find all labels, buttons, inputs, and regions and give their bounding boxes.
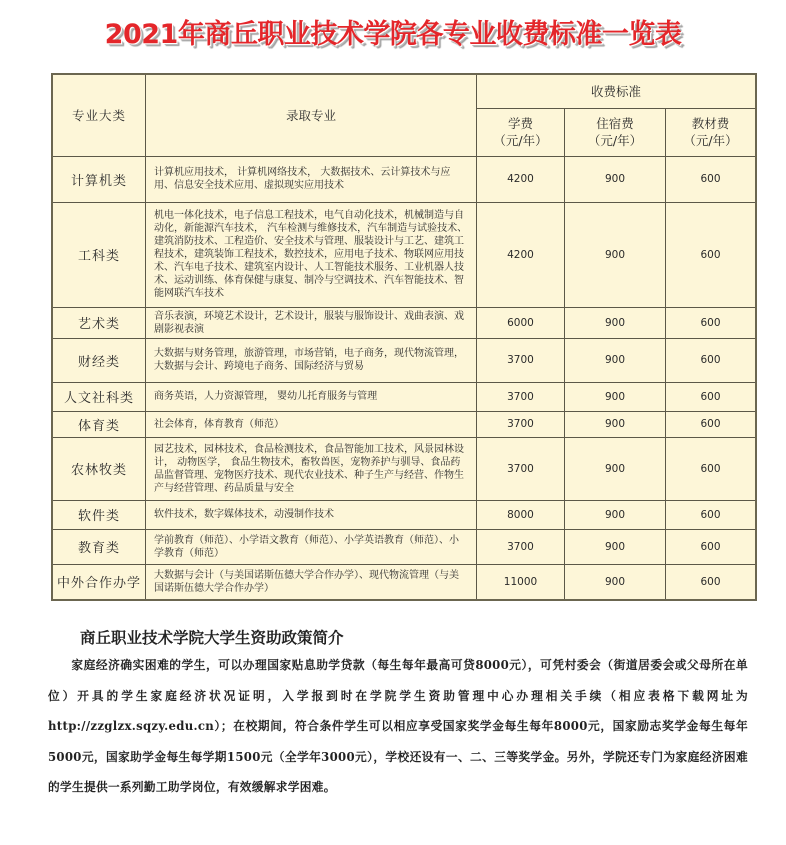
majors-cell: 商务英语，人力资源管理， 婴幼儿托育服务与管理 bbox=[146, 382, 477, 411]
books-cell: 600 bbox=[666, 382, 757, 411]
tuition-cell: 3700 bbox=[477, 529, 565, 564]
table-header-row bbox=[52, 74, 756, 108]
tuition-cell: 6000 bbox=[477, 307, 565, 338]
table-row bbox=[52, 202, 756, 307]
category-cell: 教育类 bbox=[52, 529, 146, 564]
header-books bbox=[666, 108, 757, 156]
tuition-cell: 3700 bbox=[477, 382, 565, 411]
table-row bbox=[52, 382, 756, 411]
policy-body: 家庭经济确实困难的学生，可以办理国家贴息助学贷款（每生每年最高可贷8000元），可凭村委会（街道居委会或父母所在单位）开具的学生家庭经济状况证明，入学报到时在学院学生资助管理中心办理相关手续（相应表格下载网址为http://zzglzx.sqzy.edu.cn）；在校期间，符合条件学生可以相应享受国家奖学金每生每年8000元，国家励志奖学金每生每年5000元，国家助学金每生每学期1500元（全学年3000元），学校还设有一、二、三等奖学金。另外，学院还专门为家庭经济困难的学生提供一系列勤工助学岗位，有效缓解求学困难。 bbox=[48, 658, 748, 794]
table-row bbox=[52, 338, 756, 382]
majors-cell: 大数据与会计（与美国诺斯伍德大学合作办学）、现代物流管理（与美国诺斯伍德大学合作办学） bbox=[146, 564, 477, 600]
category-cell: 软件类 bbox=[52, 500, 146, 529]
category-cell: 计算机类 bbox=[52, 156, 146, 202]
tuition-cell: 4200 bbox=[477, 202, 565, 307]
books-cell: 600 bbox=[666, 338, 757, 382]
header-fee-group: 收费标准 bbox=[477, 74, 757, 108]
policy-title: 商丘职业技术学院大学生资助政策简介 bbox=[80, 628, 344, 647]
tuition-cell: 4200 bbox=[477, 156, 565, 202]
dorm-cell: 900 bbox=[565, 500, 666, 529]
dorm-cell: 900 bbox=[565, 564, 666, 600]
fee-table bbox=[51, 73, 757, 601]
header-books-label: 教材费 bbox=[691, 116, 730, 131]
books-cell: 600 bbox=[666, 156, 757, 202]
majors-cell: 社会体育，体育教育（师范） bbox=[146, 411, 477, 437]
header-books-unit: （元/年） bbox=[683, 133, 738, 148]
dorm-cell: 900 bbox=[565, 529, 666, 564]
books-cell: 600 bbox=[666, 411, 757, 437]
header-dorm bbox=[565, 108, 666, 156]
dorm-cell: 900 bbox=[565, 156, 666, 202]
tuition-cell: 11000 bbox=[477, 564, 565, 600]
dorm-cell: 900 bbox=[565, 307, 666, 338]
tuition-cell: 3700 bbox=[477, 437, 565, 500]
header-tuition bbox=[477, 108, 565, 156]
header-tuition-label: 学费 bbox=[507, 116, 533, 131]
dorm-cell: 900 bbox=[565, 437, 666, 500]
majors-cell: 软件技术，数字媒体技术，动漫制作技术 bbox=[146, 500, 477, 529]
tuition-cell: 3700 bbox=[477, 411, 565, 437]
category-cell: 体育类 bbox=[52, 411, 146, 437]
majors-cell: 音乐表演，环境艺术设计，艺术设计，服装与服饰设计、戏曲表演、戏剧影视表演 bbox=[146, 307, 477, 338]
header-majors bbox=[146, 74, 477, 156]
books-cell: 600 bbox=[666, 202, 757, 307]
majors-cell: 计算机应用技术， 计算机网络技术， 大数据技术、云计算技术与应用、信息安全技术应用、虚拟现实应用技术 bbox=[146, 156, 477, 202]
category-cell: 工科类 bbox=[52, 202, 146, 307]
table-row bbox=[52, 307, 756, 338]
majors-cell: 机电一体化技术，电子信息工程技术，电气自动化技术，机械制造与自动化，新能源汽车技术， 汽车检测与维修技术，汽车制造与试验技术、建筑消防技术、工程造价、安全技术与管理、服装设计与工艺、建筑工程技术，建筑装饰工程技术，数控技术，应用电子技术、物联网应用技术、汽车电子技术、建筑室内设计、人工智能技术服务、工业机器人技术、运动训练、体育保健与康复、制冷与空调技术、汽车智能技术、智能网联汽车技术 bbox=[146, 202, 477, 307]
books-cell: 600 bbox=[666, 564, 757, 600]
table-row bbox=[52, 564, 756, 600]
category-cell: 财经类 bbox=[52, 338, 146, 382]
dorm-cell: 900 bbox=[565, 382, 666, 411]
page-title: 2021年商丘职业技术学院各专业收费标准一览表 bbox=[104, 19, 682, 50]
table-row bbox=[52, 529, 756, 564]
table-row bbox=[52, 500, 756, 529]
books-cell: 600 bbox=[666, 307, 757, 338]
dorm-cell: 900 bbox=[565, 338, 666, 382]
majors-cell: 园艺技术，园林技术，食品检测技术，食品智能加工技术，风景园林设计， 动物医学， 食品生物技术，畜牧兽医，宠物养护与驯导、食品药品监督管理、宠物医疗技术、现代农业技术、种子生产与经营、作物生产与经营管理、药品质量与安全 bbox=[146, 437, 477, 500]
dorm-cell: 900 bbox=[565, 411, 666, 437]
table-row bbox=[52, 437, 756, 500]
category-cell: 农林牧类 bbox=[52, 437, 146, 500]
header-category: 专业大类 bbox=[52, 74, 146, 156]
header-tuition-unit: （元/年） bbox=[493, 133, 548, 148]
books-cell: 600 bbox=[666, 529, 757, 564]
books-cell: 600 bbox=[666, 437, 757, 500]
majors-cell: 大数据与财务管理，旅游管理，市场营销，电子商务，现代物流管理，大数据与会计、跨境电子商务、国际经济与贸易 bbox=[146, 338, 477, 382]
dorm-cell: 900 bbox=[565, 202, 666, 307]
majors-cell: 学前教育（师范）、小学语文教育（师范）、小学英语教育（师范）、小学教育（师范） bbox=[146, 529, 477, 564]
table-row bbox=[52, 156, 756, 202]
header-dorm-label: 住宿费 bbox=[596, 116, 634, 131]
tuition-cell: 8000 bbox=[477, 500, 565, 529]
category-cell: 艺术类 bbox=[52, 307, 146, 338]
header-dorm-unit: （元/年） bbox=[587, 133, 643, 148]
category-cell: 人文社科类 bbox=[52, 382, 146, 411]
tuition-cell: 3700 bbox=[477, 338, 565, 382]
category-cell: 中外合作办学 bbox=[52, 564, 146, 600]
header-majors-label: 录取专业 bbox=[285, 107, 336, 123]
books-cell: 600 bbox=[666, 500, 757, 529]
table-row bbox=[52, 411, 756, 437]
